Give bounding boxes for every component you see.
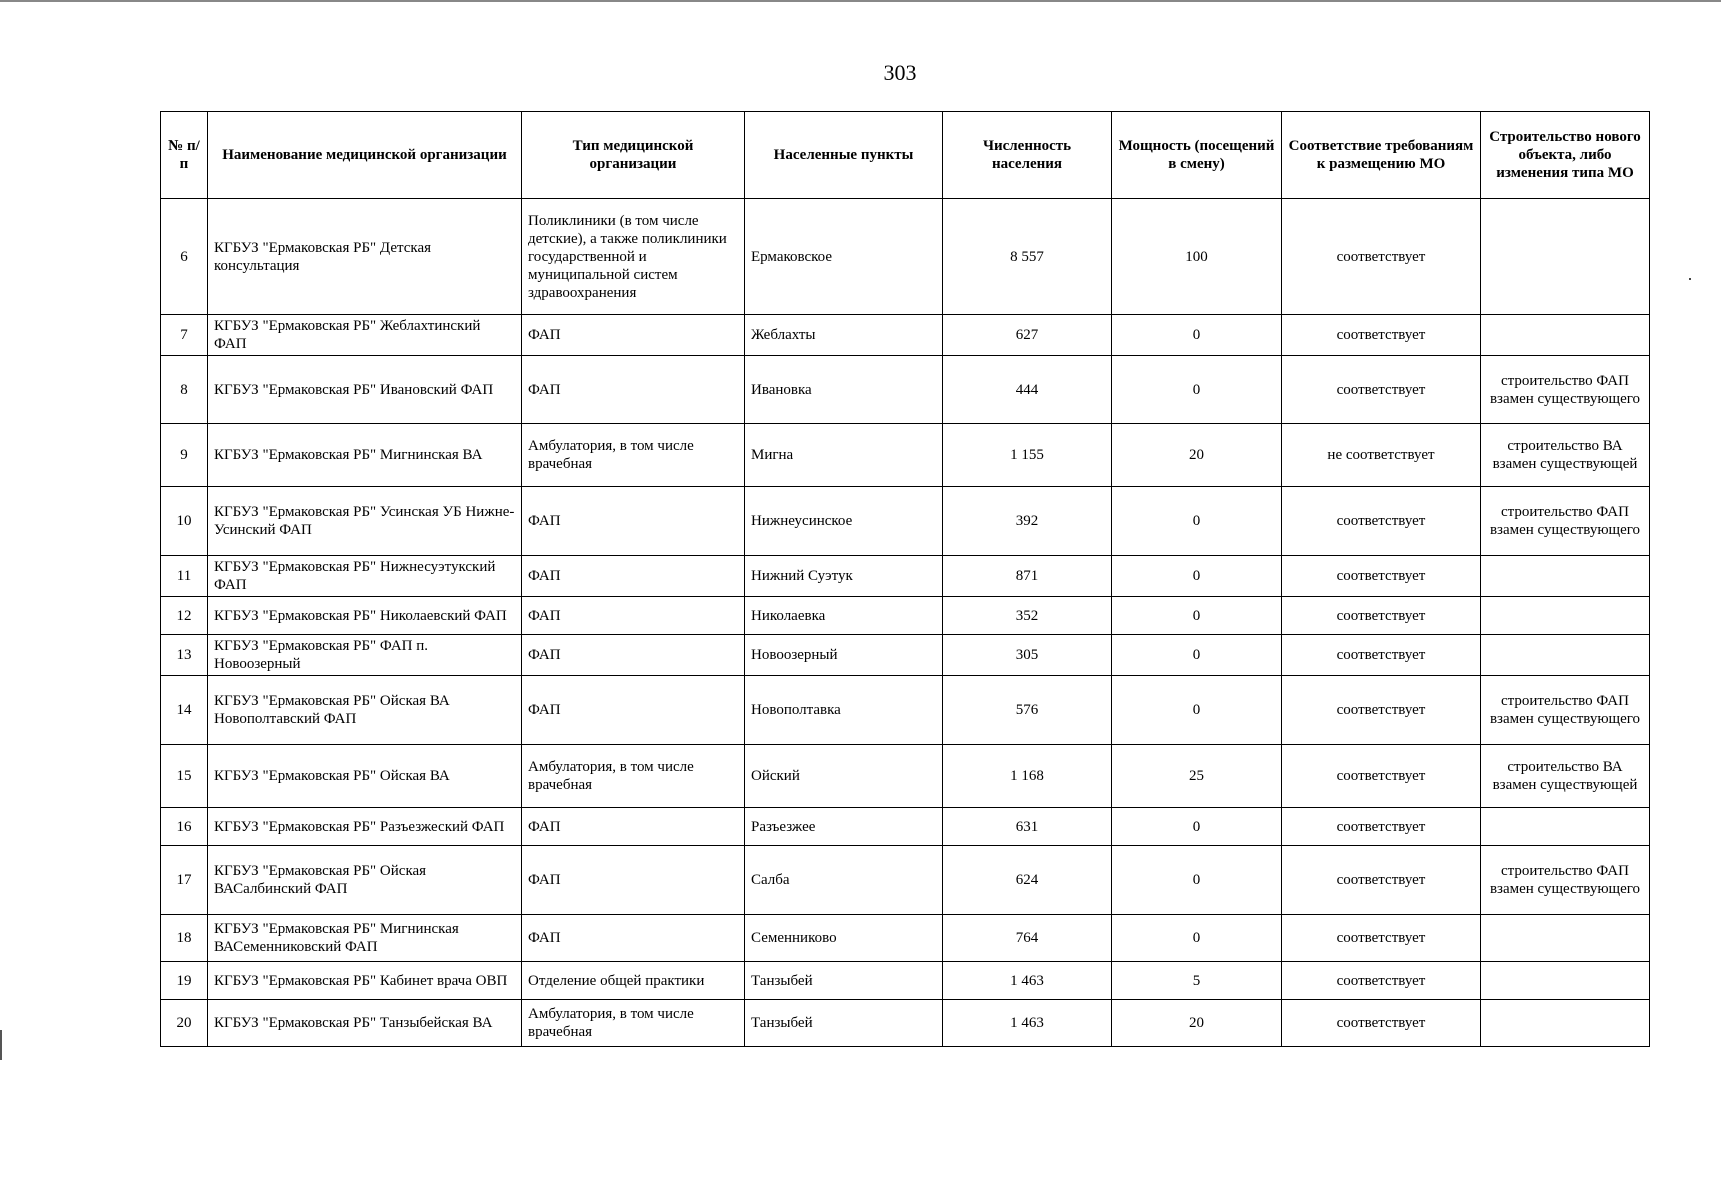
cell-type: Амбулатория, в том числе врачебная xyxy=(522,424,745,487)
cell-name: КГБУЗ "Ермаковская РБ" Детская консультация xyxy=(208,199,522,315)
table-row xyxy=(161,1000,1650,1047)
table-row xyxy=(161,635,1650,676)
cell-num: 7 xyxy=(161,315,208,356)
cell-population: 631 xyxy=(943,808,1112,846)
cell-settlement: Ермаковское xyxy=(745,199,943,315)
cell-construction xyxy=(1481,556,1650,597)
cell-name: КГБУЗ "Ермаковская РБ" ФАП п. Новоозерный xyxy=(208,635,522,676)
cell-settlement: Салба xyxy=(745,846,943,915)
cell-compliance: соответствует xyxy=(1282,356,1481,424)
table-row xyxy=(161,676,1650,745)
cell-name: КГБУЗ "Ермаковская РБ" Кабинет врача ОВП xyxy=(208,962,522,1000)
cell-compliance: соответствует xyxy=(1282,315,1481,356)
cell-settlement: Жеблахты xyxy=(745,315,943,356)
table-header-row xyxy=(161,112,1650,199)
cell-construction: строительство ВА взамен существующей xyxy=(1481,745,1650,808)
cell-construction: строительство ФАП взамен существующего xyxy=(1481,676,1650,745)
cell-settlement: Нижний Суэтук xyxy=(745,556,943,597)
cell-population: 871 xyxy=(943,556,1112,597)
cell-population: 444 xyxy=(943,356,1112,424)
cell-construction xyxy=(1481,1000,1650,1047)
cell-population: 1 463 xyxy=(943,962,1112,1000)
cell-num: 17 xyxy=(161,846,208,915)
cell-capacity: 0 xyxy=(1112,597,1282,635)
cell-type: ФАП xyxy=(522,487,745,556)
cell-compliance: соответствует xyxy=(1282,635,1481,676)
cell-compliance: соответствует xyxy=(1282,676,1481,745)
cell-capacity: 0 xyxy=(1112,676,1282,745)
cell-name: КГБУЗ "Ермаковская РБ" Ивановский ФАП xyxy=(208,356,522,424)
cell-num: 10 xyxy=(161,487,208,556)
cell-construction xyxy=(1481,915,1650,962)
cell-construction xyxy=(1481,635,1650,676)
cell-population: 305 xyxy=(943,635,1112,676)
cell-population: 1 168 xyxy=(943,745,1112,808)
cell-compliance: соответствует xyxy=(1282,915,1481,962)
cell-type: ФАП xyxy=(522,635,745,676)
table-row xyxy=(161,556,1650,597)
cell-construction: строительство ФАП взамен существующего xyxy=(1481,487,1650,556)
cell-population: 624 xyxy=(943,846,1112,915)
cell-num: 15 xyxy=(161,745,208,808)
table-body xyxy=(161,199,1650,1047)
cell-name: КГБУЗ "Ермаковская РБ" Николаевский ФАП xyxy=(208,597,522,635)
cell-compliance: соответствует xyxy=(1282,556,1481,597)
cell-compliance: соответствует xyxy=(1282,846,1481,915)
cell-compliance: не соответствует xyxy=(1282,424,1481,487)
cell-type: Отделение общей практики xyxy=(522,962,745,1000)
cell-name: КГБУЗ "Ермаковская РБ" Ойская ВАСалбинский ФАП xyxy=(208,846,522,915)
cell-type: ФАП xyxy=(522,808,745,846)
cell-capacity: 0 xyxy=(1112,487,1282,556)
cell-settlement: Танзыбей xyxy=(745,1000,943,1047)
cell-settlement: Мигна xyxy=(745,424,943,487)
cell-name: КГБУЗ "Ермаковская РБ" Разъезжеский ФАП xyxy=(208,808,522,846)
cell-compliance: соответствует xyxy=(1282,1000,1481,1047)
table-row xyxy=(161,962,1650,1000)
cell-name: КГБУЗ "Ермаковская РБ" Мигнинская ВА xyxy=(208,424,522,487)
cell-settlement: Николаевка xyxy=(745,597,943,635)
cell-construction xyxy=(1481,808,1650,846)
header-population: Численность населения xyxy=(943,112,1112,199)
cell-name: КГБУЗ "Ермаковская РБ" Усинская УБ Нижне-Усинский ФАП xyxy=(208,487,522,556)
cell-construction: строительство ФАП взамен существующего xyxy=(1481,356,1650,424)
cell-type: ФАП xyxy=(522,356,745,424)
cell-construction xyxy=(1481,962,1650,1000)
cell-settlement: Нижнеусинское xyxy=(745,487,943,556)
cell-settlement: Ивановка xyxy=(745,356,943,424)
header-compliance: Соответствие требованиям к размещению МО xyxy=(1282,112,1481,199)
cell-capacity: 20 xyxy=(1112,424,1282,487)
facilities-table xyxy=(160,111,1650,1047)
cell-type: ФАП xyxy=(522,556,745,597)
cell-name: КГБУЗ "Ермаковская РБ" Танзыбейская ВА xyxy=(208,1000,522,1047)
cell-compliance: соответствует xyxy=(1282,808,1481,846)
cell-capacity: 0 xyxy=(1112,356,1282,424)
cell-num: 8 xyxy=(161,356,208,424)
page-number: 303 xyxy=(883,60,917,85)
table-row xyxy=(161,487,1650,556)
cell-population: 1 155 xyxy=(943,424,1112,487)
cell-name: КГБУЗ "Ермаковская РБ" Нижнесуэтукский ФАП xyxy=(208,556,522,597)
cell-num: 16 xyxy=(161,808,208,846)
cell-name: КГБУЗ "Ермаковская РБ" Мигнинская ВАСеменниковский ФАП xyxy=(208,915,522,962)
cell-capacity: 0 xyxy=(1112,808,1282,846)
cell-capacity: 0 xyxy=(1112,915,1282,962)
cell-type: ФАП xyxy=(522,676,745,745)
cell-capacity: 25 xyxy=(1112,745,1282,808)
table-row xyxy=(161,424,1650,487)
cell-capacity: 0 xyxy=(1112,556,1282,597)
table-row xyxy=(161,597,1650,635)
cell-type: Поликлиники (в том числе детские), а также поликлиники государственной и муниципальной систем здравоохранения xyxy=(522,199,745,315)
cell-type: ФАП xyxy=(522,915,745,962)
table-row xyxy=(161,808,1650,846)
cell-capacity: 20 xyxy=(1112,1000,1282,1047)
cell-population: 1 463 xyxy=(943,1000,1112,1047)
table-row xyxy=(161,745,1650,808)
cell-settlement: Новоозерный xyxy=(745,635,943,676)
cell-settlement: Танзыбей xyxy=(745,962,943,1000)
cell-compliance: соответствует xyxy=(1282,199,1481,315)
cell-settlement: Семенниково xyxy=(745,915,943,962)
cell-type: ФАП xyxy=(522,597,745,635)
cell-capacity: 0 xyxy=(1112,635,1282,676)
cell-population: 8 557 xyxy=(943,199,1112,315)
table-row xyxy=(161,846,1650,915)
cell-name: КГБУЗ "Ермаковская РБ" Ойская ВА xyxy=(208,745,522,808)
header-settlement: Населенные пункты xyxy=(745,112,943,199)
cell-settlement: Новополтавка xyxy=(745,676,943,745)
cell-num: 20 xyxy=(161,1000,208,1047)
cell-type: Амбулатория, в том числе врачебная xyxy=(522,745,745,808)
scan-edge-mark xyxy=(0,1030,2,1060)
scan-speck xyxy=(1689,278,1691,280)
table-row xyxy=(161,356,1650,424)
cell-capacity: 100 xyxy=(1112,199,1282,315)
cell-construction: строительство ВА взамен существующей xyxy=(1481,424,1650,487)
cell-population: 576 xyxy=(943,676,1112,745)
cell-num: 19 xyxy=(161,962,208,1000)
cell-construction: строительство ФАП взамен существующего xyxy=(1481,846,1650,915)
cell-compliance: соответствует xyxy=(1282,962,1481,1000)
cell-population: 352 xyxy=(943,597,1112,635)
cell-name: КГБУЗ "Ермаковская РБ" Ойская ВА Новополтавский ФАП xyxy=(208,676,522,745)
cell-settlement: Разъезжее xyxy=(745,808,943,846)
cell-capacity: 5 xyxy=(1112,962,1282,1000)
cell-population: 764 xyxy=(943,915,1112,962)
cell-num: 6 xyxy=(161,199,208,315)
header-construction: Строительство нового объекта, либо изменения типа МО xyxy=(1481,112,1650,199)
header-capacity: Мощность (посещений в смену) xyxy=(1112,112,1282,199)
cell-population: 392 xyxy=(943,487,1112,556)
cell-num: 18 xyxy=(161,915,208,962)
cell-compliance: соответствует xyxy=(1282,597,1481,635)
top-rule xyxy=(0,0,1721,2)
cell-type: Амбулатория, в том числе врачебная xyxy=(522,1000,745,1047)
header-type: Тип медицинской организации xyxy=(522,112,745,199)
cell-type: ФАП xyxy=(522,315,745,356)
cell-compliance: соответствует xyxy=(1282,745,1481,808)
cell-settlement: Ойский xyxy=(745,745,943,808)
cell-construction xyxy=(1481,315,1650,356)
cell-capacity: 0 xyxy=(1112,846,1282,915)
cell-compliance: соответствует xyxy=(1282,487,1481,556)
cell-num: 11 xyxy=(161,556,208,597)
cell-num: 14 xyxy=(161,676,208,745)
cell-type: ФАП xyxy=(522,846,745,915)
cell-num: 9 xyxy=(161,424,208,487)
table-row xyxy=(161,915,1650,962)
cell-num: 13 xyxy=(161,635,208,676)
cell-construction xyxy=(1481,199,1650,315)
cell-population: 627 xyxy=(943,315,1112,356)
header-name: Наименование медицинской организации xyxy=(208,112,522,199)
cell-name: КГБУЗ "Ермаковская РБ" Жеблахтинский ФАП xyxy=(208,315,522,356)
table-row xyxy=(161,199,1650,315)
cell-num: 12 xyxy=(161,597,208,635)
cell-construction xyxy=(1481,597,1650,635)
header-num: № п/п xyxy=(161,112,208,199)
table-row xyxy=(161,315,1650,356)
cell-capacity: 0 xyxy=(1112,315,1282,356)
